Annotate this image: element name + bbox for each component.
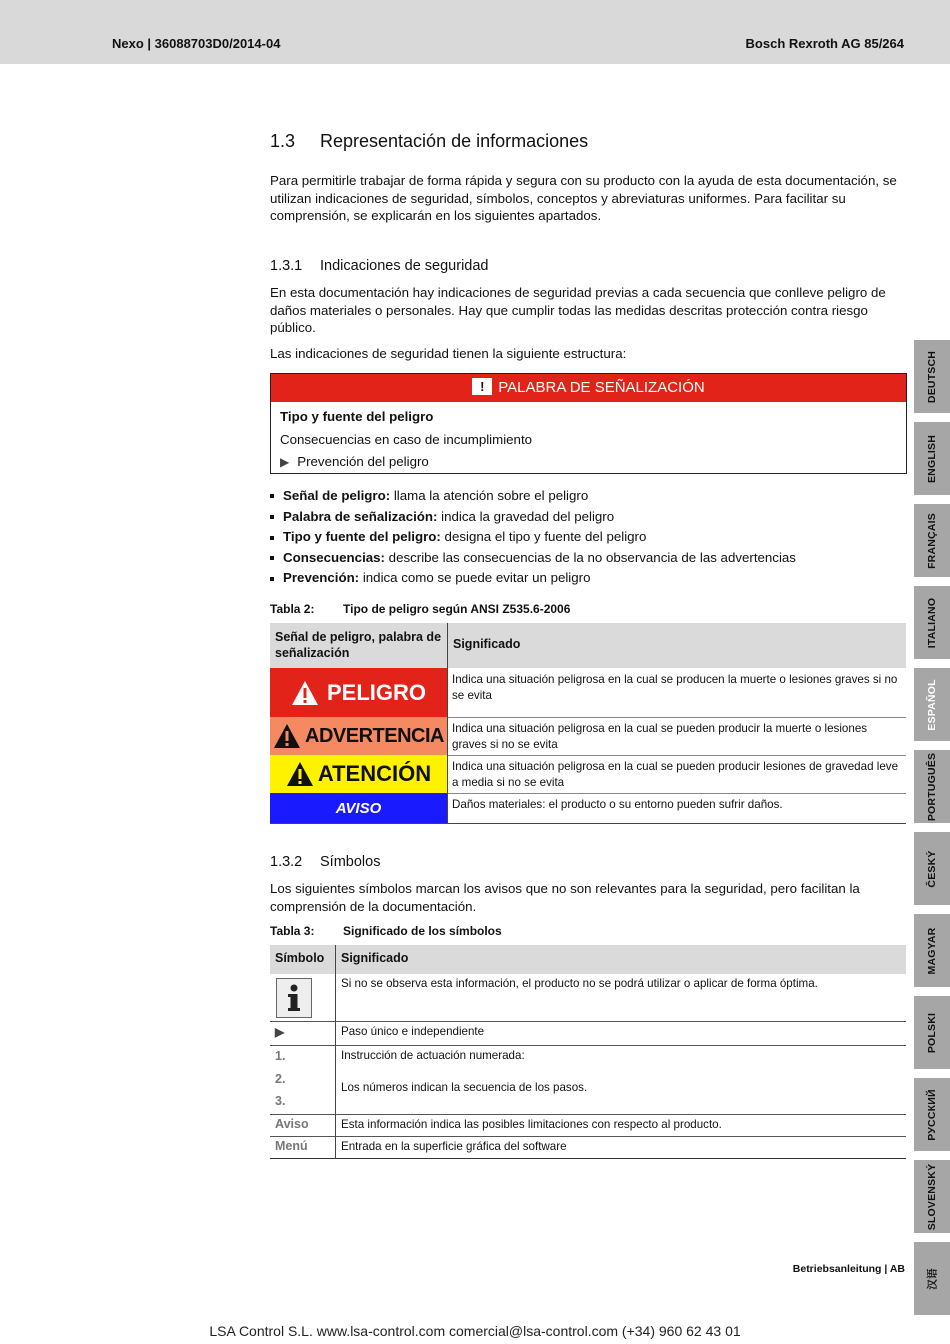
signal-desc: Indica una situación peligrosa en la cual se producen la muerte o lesiones graves si no se evita — [452, 673, 898, 702]
list-item-term: Señal de peligro: — [283, 488, 391, 503]
warning-triangle-icon — [286, 761, 314, 787]
signal-aviso — [270, 793, 447, 823]
section-title: Representación de informaciones — [320, 131, 589, 151]
safety-structure-intro: Las indicaciones de seguridad tienen la siguiente estructura: — [270, 346, 627, 361]
subsection-heading-2 — [270, 854, 380, 870]
signal-desc: Daños materiales: el producto o su entorno pueden sufrir daños. — [452, 798, 783, 811]
list-item-term: Tipo y fuente del peligro: — [283, 529, 441, 545]
tab-magyar[interactable] — [914, 914, 950, 987]
tab-cesky[interactable] — [914, 832, 950, 905]
table-caption-text: Tipo de peligro según ANSI Z535.6-2006 — [343, 602, 571, 616]
tab-label: MAGYAR — [926, 927, 938, 974]
hazard-type: Tipo y fuente del peligro — [280, 409, 434, 424]
exclamation-icon: ! — [472, 378, 492, 395]
table-label: Tabla 2: — [270, 602, 315, 616]
list-item-text: llama la atención sobre el peligro — [390, 488, 589, 503]
footer-company-contact: LSA Control S.L. www.lsa-control.com comercial@lsa-control.com (+34) 960 62 43 01 — [209, 1323, 741, 1339]
signal-word: ADVERTENCIA — [305, 724, 444, 747]
tab-label: 汉语 — [926, 1267, 939, 1290]
bullet-icon — [270, 494, 274, 498]
section-heading — [270, 131, 588, 152]
signal-word: ATENCIÓN — [317, 761, 432, 786]
row-divider — [448, 755, 906, 756]
table-header-meaning: Significado — [448, 623, 906, 668]
signal-word: PELIGRO — [326, 679, 426, 705]
list-item-term: Palabra de señalización: — [283, 508, 438, 524]
list-item — [270, 568, 796, 589]
aviso-symbol: Aviso — [275, 1117, 309, 1131]
hazard-consequences: Consecuencias en caso de incumplimiento — [280, 432, 533, 447]
column-divider — [335, 945, 336, 1159]
signal-peligro — [270, 668, 447, 717]
column-divider — [447, 623, 448, 823]
warning-triangle-icon — [273, 723, 301, 749]
table-header-signal: Señal de peligro, palabra de señalización — [270, 623, 447, 668]
tab-label: SLOVENSKÝ — [926, 1163, 938, 1230]
step-number-1: 1. — [275, 1049, 286, 1063]
tab-slovensky[interactable] — [914, 1160, 950, 1233]
tab-label: PORTUGUÊS — [926, 752, 938, 821]
header-doc-id: Nexo | 36088703D0/2014-04 — [112, 36, 281, 51]
table-bottom-border — [270, 1158, 906, 1159]
tab-label: ENGLISH — [926, 434, 938, 483]
signal-word-banner — [271, 374, 906, 402]
step-number-2: 2. — [275, 1072, 286, 1086]
list-item-text: indica la gravedad del peligro — [437, 508, 615, 524]
list-item-term: Prevención: — [283, 570, 360, 586]
tab-label: DEUTSCH — [926, 350, 938, 403]
tab-label: ČESKÝ — [926, 849, 938, 888]
tab-label: FRANÇAIS — [926, 512, 938, 569]
tab-label: ESPAÑOL — [926, 678, 938, 731]
arrow-right-icon: ▶ — [275, 1025, 285, 1039]
table2-caption — [270, 602, 570, 616]
safety-elements-list — [270, 486, 796, 589]
signal-atencion — [270, 755, 447, 793]
safety-intro: En esta documentación hay indicaciones de seguridad previas a cada secuencia que conlleve peligro de daños materiales o personales. Hay que cumplir todas las medidas descritas protección contra riesgo público. — [270, 285, 886, 336]
row-divider — [270, 1114, 906, 1115]
table-header-symbol: Símbolo — [270, 945, 335, 974]
symbol-desc: Los números indican la secuencia de los pasos. — [341, 1081, 588, 1094]
header-company-page: Bosch Rexroth AG 85/264 — [745, 36, 904, 51]
footer-doc-type: Betriebsanleitung | AB — [792, 1263, 905, 1275]
subsection-heading-1 — [270, 258, 488, 274]
tab-italiano[interactable] — [914, 586, 950, 659]
table-bottom-border — [270, 823, 906, 824]
bullet-icon — [270, 536, 274, 540]
step-number-3: 3. — [275, 1094, 286, 1108]
table-label: Tabla 3: — [270, 924, 315, 938]
list-item — [270, 548, 796, 569]
section-intro: Para permitirle trabajar de forma rápida y segura con su producto con la ayuda de esta documentación, se utilizan indicaciones de seguridad, símbolos, conceptos y abreviaturas uniformes. Para facilitar su comprensión, se explicarán en los siguientes apartados. — [270, 173, 897, 224]
tab-portugues[interactable] — [914, 750, 950, 823]
section-number: 1.3 — [270, 131, 296, 151]
table3-caption — [270, 924, 502, 938]
subsection-title: Símbolos — [320, 854, 381, 870]
hazard-prevention — [280, 454, 429, 469]
signal-word: AVISO — [335, 799, 382, 817]
info-glyph — [277, 979, 311, 1017]
row-divider — [270, 1045, 906, 1046]
tab-espanol[interactable] — [914, 668, 950, 741]
table-caption-text: Significado de los símbolos — [343, 924, 502, 938]
bullet-icon — [270, 577, 274, 581]
list-item — [270, 486, 796, 507]
safety-notice-template — [270, 373, 907, 474]
tab-polski[interactable] — [914, 996, 950, 1069]
symbol-desc: Si no se observa esta información, el producto no se podrá utilizar o aplicar de forma óptima. — [341, 977, 818, 990]
signal-desc: Indica una situación peligrosa en la cual se pueden producir la muerte o lesiones graves si no se evita — [452, 722, 868, 751]
list-item — [270, 527, 796, 548]
symbol-desc: Paso único e independiente — [341, 1025, 485, 1038]
list-item-term: Consecuencias: — [283, 549, 385, 565]
row-divider — [270, 1136, 906, 1137]
list-item-text: designa el tipo y fuente del peligro — [440, 529, 647, 545]
symbol-desc: Entrada en la superficie gráfica del software — [341, 1140, 567, 1153]
signal-desc: Indica una situación peligrosa en la cual se pueden producir lesiones de gravedad leve a media si no se evita — [452, 760, 899, 789]
symbol-desc: Esta información indica las posibles limitaciones con respecto al producto. — [341, 1118, 722, 1131]
list-item-text: indica como se puede evitar un peligro — [359, 570, 591, 586]
list-item-text: describe las consecuencias de la no observancia de las advertencias — [384, 549, 796, 565]
tab-label: ITALIANO — [926, 597, 938, 648]
list-item — [270, 507, 796, 528]
tab-label: РУССКИЙ — [926, 1088, 938, 1141]
tab-label: POLSKI — [926, 1012, 938, 1053]
row-divider — [448, 793, 906, 794]
menu-symbol: Menú — [275, 1139, 308, 1153]
bullet-icon — [270, 556, 274, 560]
info-icon — [276, 978, 312, 1018]
subsection-number: 1.3.2 — [270, 854, 303, 870]
arrow-right-icon: ▶ — [280, 455, 290, 469]
subsection-title: Indicaciones de seguridad — [320, 258, 489, 274]
warning-triangle-icon — [291, 680, 319, 706]
page-header — [0, 0, 950, 64]
symbols-intro: Los siguientes símbolos marcan los avisos que no son relevantes para la seguridad, pero facilitan la comprensión de la documentación. — [270, 881, 860, 914]
row-divider — [270, 1021, 906, 1022]
subsection-number: 1.3.1 — [270, 258, 303, 274]
prevention-label: Prevención del peligro — [297, 454, 429, 469]
tab-deutsch[interactable] — [914, 340, 950, 413]
row-divider — [448, 717, 906, 718]
signal-word-label: PALABRA DE SEÑALIZACIÓN — [498, 379, 705, 396]
signal-advertencia — [270, 717, 447, 755]
table-header-meaning: Significado — [336, 945, 906, 974]
symbol-desc: Instrucción de actuación numerada: — [341, 1049, 525, 1062]
tab-chinese[interactable] — [914, 1242, 950, 1315]
tab-english[interactable] — [914, 422, 950, 495]
tab-francais[interactable] — [914, 504, 950, 577]
tab-russkiy[interactable] — [914, 1078, 950, 1151]
bullet-icon — [270, 515, 274, 519]
